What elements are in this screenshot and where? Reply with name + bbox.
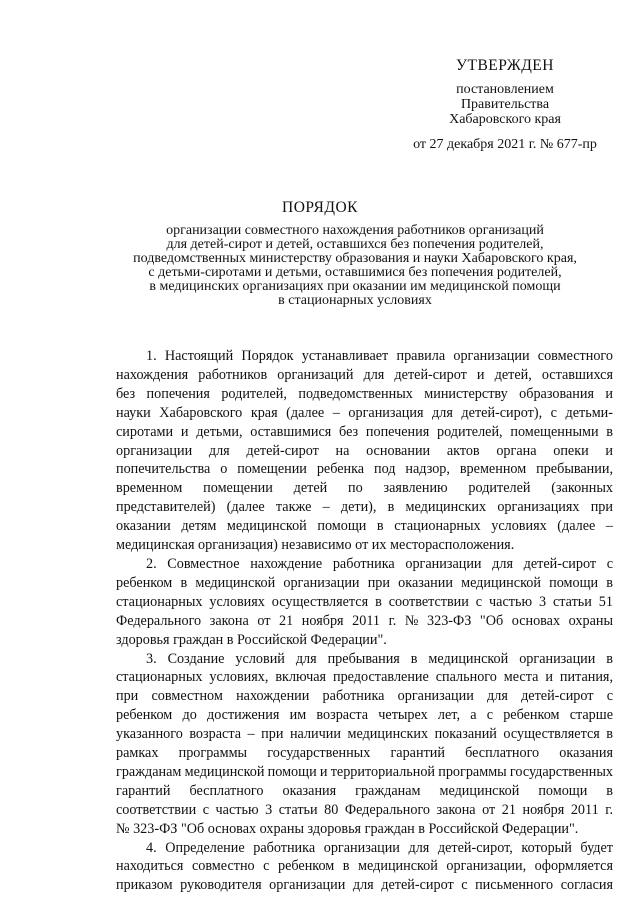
approval-line: Хабаровского края bbox=[449, 112, 561, 127]
approval-line: Правительства bbox=[460, 97, 550, 112]
paragraph-3 bbox=[116, 650, 613, 839]
paragraph-line: находиться совместно с ребенком в медицинской организации, оформляется bbox=[116, 858, 613, 875]
paragraph-line: временном помещении детей по заявлению родителей (законных bbox=[116, 480, 613, 497]
paragraph-line: 3. Создание условий для пребывания в медицинской организации в bbox=[146, 650, 613, 667]
paragraph-line: при совместном нахождении работника организации для детей-сирот с bbox=[116, 688, 613, 705]
paragraph-line: без попечения родителей, подведомственных министерству образования и bbox=[116, 385, 613, 402]
paragraph-line: соответствии с частью 3 статьи 80 Федерального закона от 21 ноября 2011 г. bbox=[116, 801, 613, 818]
paragraph-line: сиротами и детьми, оставшимися без попечения родителей, помещенными в bbox=[116, 423, 613, 440]
paragraph-line: Федерального закона от 21 ноября 2011 г. № 323-ФЗ "Об основах охраны bbox=[116, 612, 613, 629]
approval-heading: УТВЕРЖДЕН bbox=[456, 57, 554, 74]
paragraph-line: стационарных условиях, включая предоставление спального места и питания, bbox=[116, 669, 613, 686]
paragraph-line: рамках программы государственных гарантий бесплатного оказания bbox=[116, 745, 613, 762]
paragraph-line: попечительства о помещении ребенка под надзор, временном пребывании, bbox=[116, 461, 613, 478]
paragraph-1 bbox=[116, 347, 613, 555]
document-subtitle bbox=[100, 224, 610, 308]
subtitle-line: в стационарных условиях bbox=[278, 293, 432, 308]
paragraph-line: приказом руководителя организации для детей-сирот с письменного согласия bbox=[116, 877, 613, 894]
approval-block bbox=[395, 58, 615, 152]
paragraph-2 bbox=[116, 555, 613, 650]
paragraph-line: организации для детей-сирот на основании актов органа опеки и bbox=[116, 442, 613, 459]
paragraph-line: ребенком до достижения им возраста четырех лет, а с ребенком старше bbox=[116, 707, 613, 724]
paragraph-line: № 323-ФЗ "Об основах охраны здоровья граждан в Российской Федерации". bbox=[116, 820, 579, 837]
paragraph-line: гражданам медицинской помощи и территориальной программы государственных bbox=[116, 763, 613, 780]
paragraph-line: гарантий бесплатного оказания гражданам медицинской помощи в bbox=[116, 782, 613, 799]
paragraph-line: ребенком в медицинской организации при оказании медицинской помощи в bbox=[116, 574, 613, 591]
subtitle-line: для детей-сирот и детей, оставшихся без попечения родителей, bbox=[166, 237, 544, 252]
paragraph-line: представителей) (далее также – дети), в медицинских организациях при bbox=[116, 499, 613, 516]
paragraph-line: указанного возраста – при наличии медицинских показаний осуществляется в bbox=[116, 726, 613, 743]
paragraph-line: 1. Настоящий Порядок устанавливает правила организации совместного bbox=[146, 348, 613, 364]
paragraph-line: 2. Совместное нахождение работника организации для детей-сирот с bbox=[146, 555, 613, 572]
document-title: ПОРЯДОК bbox=[282, 199, 358, 216]
subtitle-line: подведомственных министерству образования и науки Хабаровского края, bbox=[133, 251, 577, 266]
approval-line: постановлением bbox=[456, 82, 554, 97]
subtitle-line: с детьми-сиротами и детьми, оставшимися без попечения родителей, bbox=[148, 265, 562, 280]
paragraph-line: здоровья граждан в Российской Федерации". bbox=[116, 631, 387, 648]
subtitle-line: организации совместного нахождения работников организаций bbox=[166, 223, 544, 238]
document-body bbox=[116, 347, 613, 895]
paragraph-4 bbox=[116, 839, 613, 896]
paragraph-line: оказании детям медицинской помощи в стационарных условиях (далее – bbox=[116, 518, 613, 535]
paragraph-line: 4. Определение работника организации для детей-сирот, который будет bbox=[146, 839, 613, 856]
approval-date: от 27 декабря 2021 г. № 677-пр bbox=[413, 137, 597, 152]
paragraph-line: нахождения работников организаций для детей-сирот и детей, оставшихся bbox=[116, 366, 613, 383]
paragraph-line: стационарных условиях осуществляется в соответствии с частью 3 статьи 51 bbox=[116, 593, 613, 610]
paragraph-line: науки Хабаровского края (далее – организация для детей-сирот), с детьми- bbox=[116, 404, 613, 421]
paragraph-line: медицинская организация) независимо от их месторасположения. bbox=[116, 537, 515, 554]
subtitle-line: в медицинских организациях при оказании им медицинской помощи bbox=[149, 279, 561, 294]
